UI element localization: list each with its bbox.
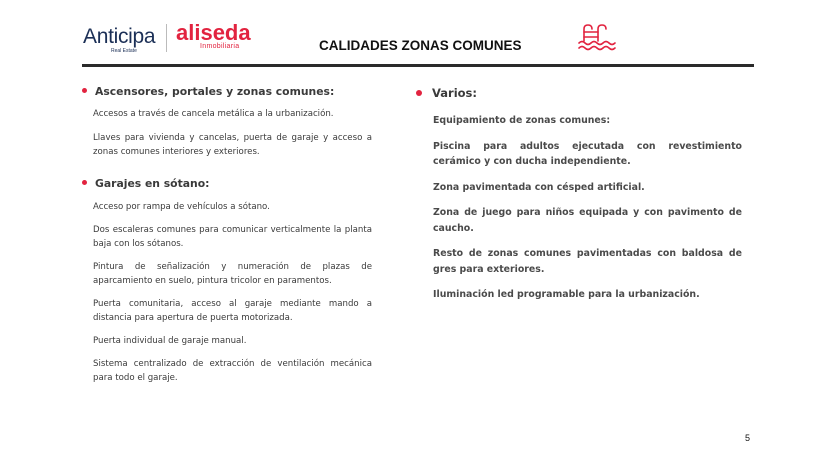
aliseda-logo	[176, 20, 251, 50]
list-item: Llaves para vivienda y cancelas, puerta de garaje y acceso a zonas comunes interiores y exteriores.	[93, 133, 372, 157]
header-rule	[82, 64, 754, 67]
list-item: Dos escaleras comunes para comunicar verticalmente la planta baja con los sótanos.	[93, 225, 372, 249]
anticipa-logo-subtext: Real Estate	[111, 48, 137, 54]
list-item: Resto de zonas comunes pavimentadas con baldosa de gres para exteriores.	[433, 248, 742, 275]
list-item: Zona pavimentada con césped artificial.	[433, 181, 645, 193]
list-item: Sistema centralizado de extracción de ventilación mecánica para todo el garaje.	[93, 359, 372, 383]
list-item: Zona de juego para niños equipada y con pavimento de caucho.	[433, 207, 742, 234]
aliseda-logo-text: aliseda	[176, 20, 251, 45]
logo-divider	[166, 24, 167, 52]
list-item: Iluminación led programable para la urbanización.	[433, 289, 700, 300]
aliseda-logo-subtext: Inmobiliaria	[200, 43, 240, 50]
list-item: Equipamiento de zonas comunes:	[433, 115, 611, 126]
header	[0, 0, 816, 68]
page-number: 5	[745, 433, 751, 443]
list-item: Puerta comunitaria, acceso al garaje mediante mando a distancia para apertura de puerta motorizada.	[93, 299, 372, 323]
bullet-icon	[82, 88, 87, 93]
list-item: Acceso por rampa de vehículos a sótano.	[93, 202, 270, 212]
section-heading-text: Garajes en sótano:	[95, 177, 210, 190]
right-column	[416, 86, 742, 303]
section-heading-text: Ascensores, portales y zonas comunes:	[95, 85, 335, 98]
list-item: Accesos a través de cancela metálica a la urbanización.	[93, 109, 334, 119]
bullet-icon	[82, 180, 87, 185]
anticipa-logo	[83, 25, 156, 54]
anticipa-logo-text: Anticipa	[83, 25, 156, 48]
section-heading-garajes	[82, 176, 372, 191]
section-heading-text: Varios:	[432, 86, 477, 100]
section-heading-varios	[416, 86, 742, 101]
left-column	[82, 84, 372, 385]
list-item: Puerta individual de garaje manual.	[93, 336, 247, 346]
list-item: Pintura de señalización y numeración de plazas de aparcamiento en suelo, pintura tricolor en paramentos.	[93, 262, 372, 286]
page-title: CALIDADES ZONAS COMUNES	[319, 38, 522, 53]
swimming-pool-icon	[577, 23, 617, 53]
section-heading-ascensores	[82, 84, 372, 99]
bullet-icon	[416, 90, 422, 96]
list-item: Piscina para adultos ejecutada con revestimiento cerámico y con ducha independiente.	[433, 140, 742, 167]
